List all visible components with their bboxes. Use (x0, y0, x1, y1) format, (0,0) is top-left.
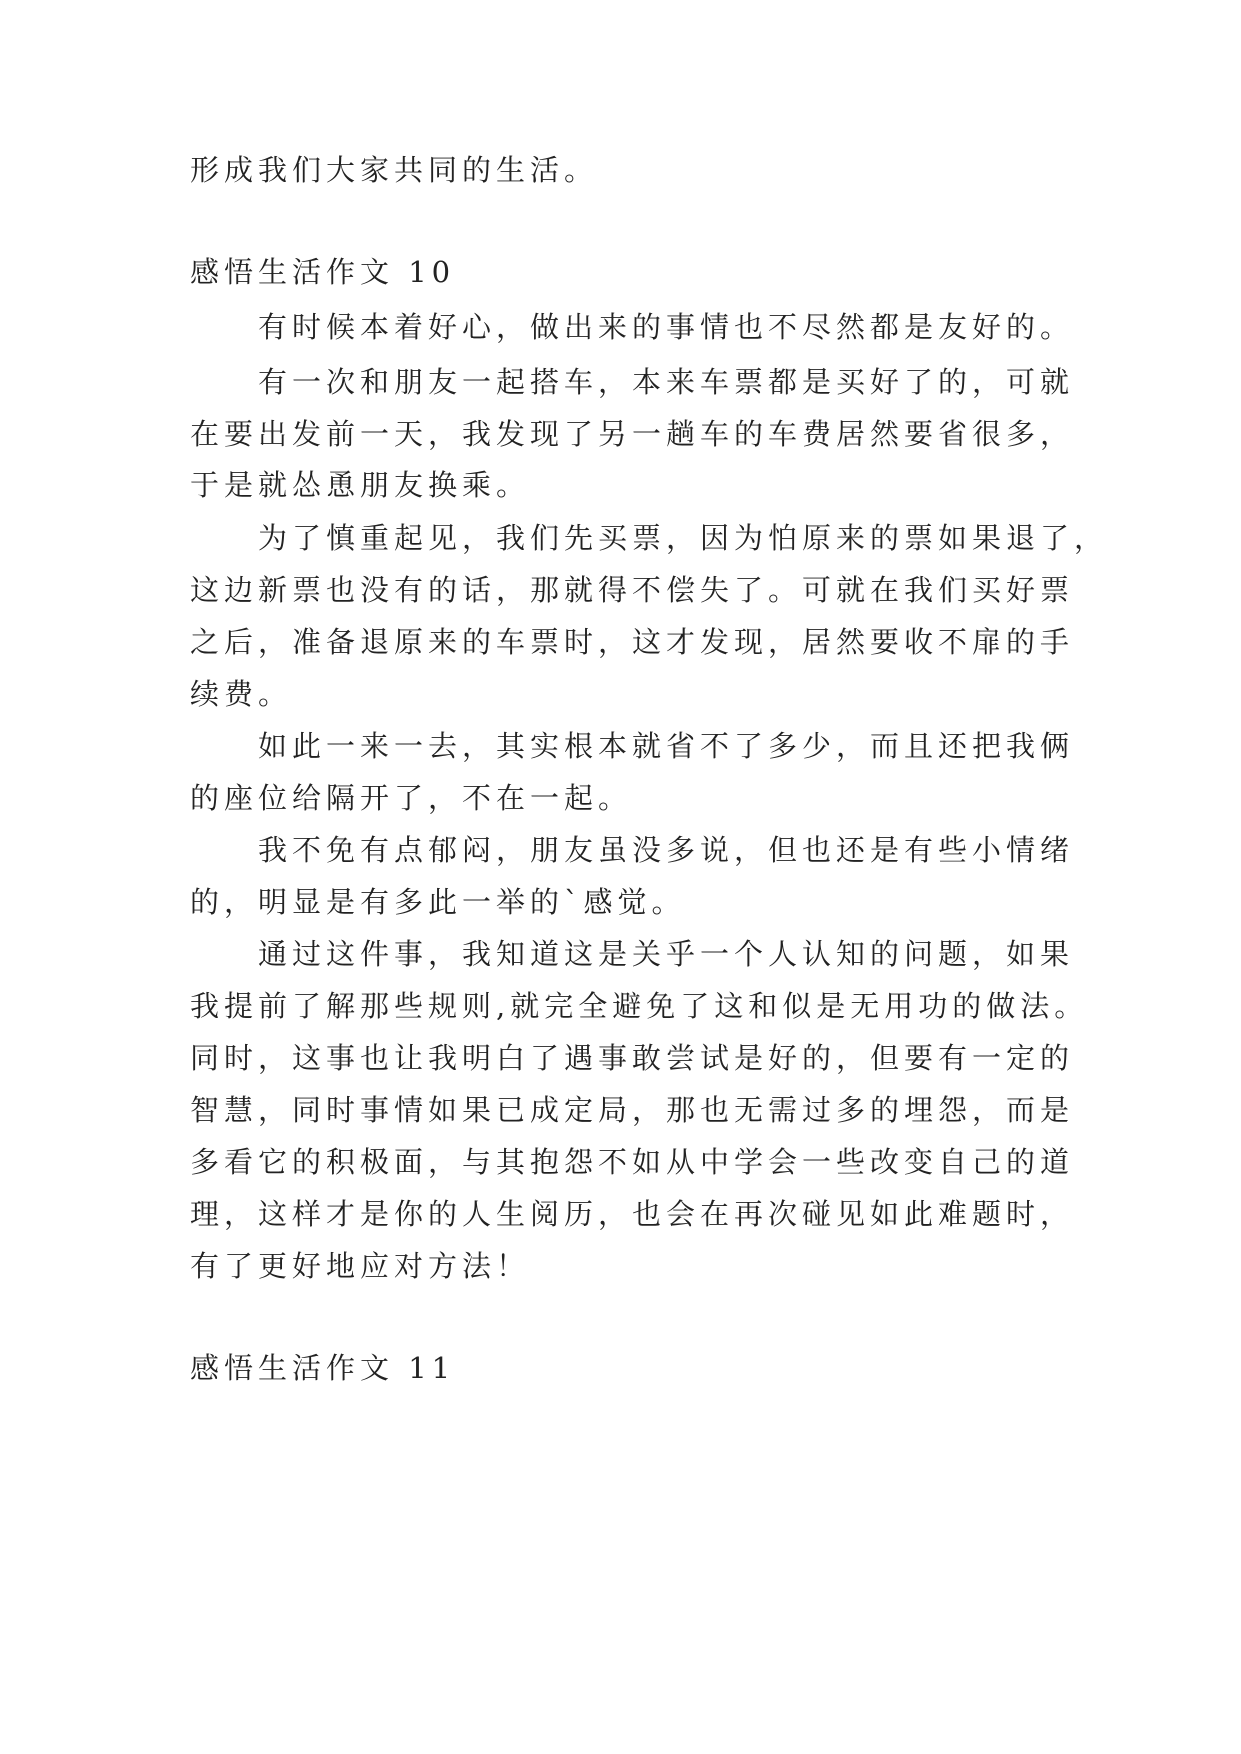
paragraph-line: 于是就怂恿朋友换乘。 (190, 468, 531, 502)
paragraph-line: 的座位给隔开了，不在一起。 (190, 781, 633, 815)
paragraph-line: 多看它的积极面，与其抱怨不如从中学会一些改变自己的道 (190, 1145, 1075, 1179)
paragraph-line: 通过这件事，我知道这是关乎一个人认知的问题，如果 (258, 937, 1075, 971)
paragraph-line: 如此一来一去，其实根本就省不了多少，而且还把我俩 (258, 729, 1075, 763)
paragraph-line: 在要出发前一天，我发现了另一趟车的车费居然要省很多， (190, 417, 1075, 451)
paragraph-line: 有时候本着好心，做出来的事情也不尽然都是友好的。 (258, 310, 1075, 344)
paragraph-line: 之后，准备退原来的车票时，这才发现，居然要收不扉的手 (190, 625, 1075, 659)
paragraph-line: 有一次和朋友一起搭车，本来车票都是买好了的，可就 (258, 365, 1075, 399)
paragraph-line: 这边新票也没有的话，那就得不偿失了。可就在我们买好票 (190, 573, 1075, 607)
paragraph-line: 续费。 (190, 677, 293, 711)
paragraph-line: 智慧，同时事情如果已成定局，那也无需过多的埋怨，而是 (190, 1093, 1075, 1127)
paragraph-line: 我不免有点郁闷，朋友虽没多说，但也还是有些小情绪 (258, 833, 1075, 867)
section-heading: 感悟生活作文 10 (190, 255, 456, 289)
section-heading: 感悟生活作文 11 (190, 1351, 456, 1385)
paragraph-line: 有了更好地应对方法！ (190, 1249, 531, 1283)
paragraph-line: 的，明显是有多此一举的`感觉。 (190, 885, 686, 919)
paragraph-line: 理，这样才是你的人生阅历，也会在再次碰见如此难题时， (190, 1197, 1075, 1231)
paragraph-line: 我提前了解那些规则,就完全避免了这和似是无用功的做法。 (190, 989, 1089, 1023)
text-line: 形成我们大家共同的生活。 (190, 153, 599, 187)
paragraph-line: 同时，这事也让我明白了遇事敢尝试是好的，但要有一定的 (190, 1041, 1075, 1075)
paragraph-line: 为了慎重起见，我们先买票，因为怕原来的票如果退了， (258, 521, 1109, 555)
